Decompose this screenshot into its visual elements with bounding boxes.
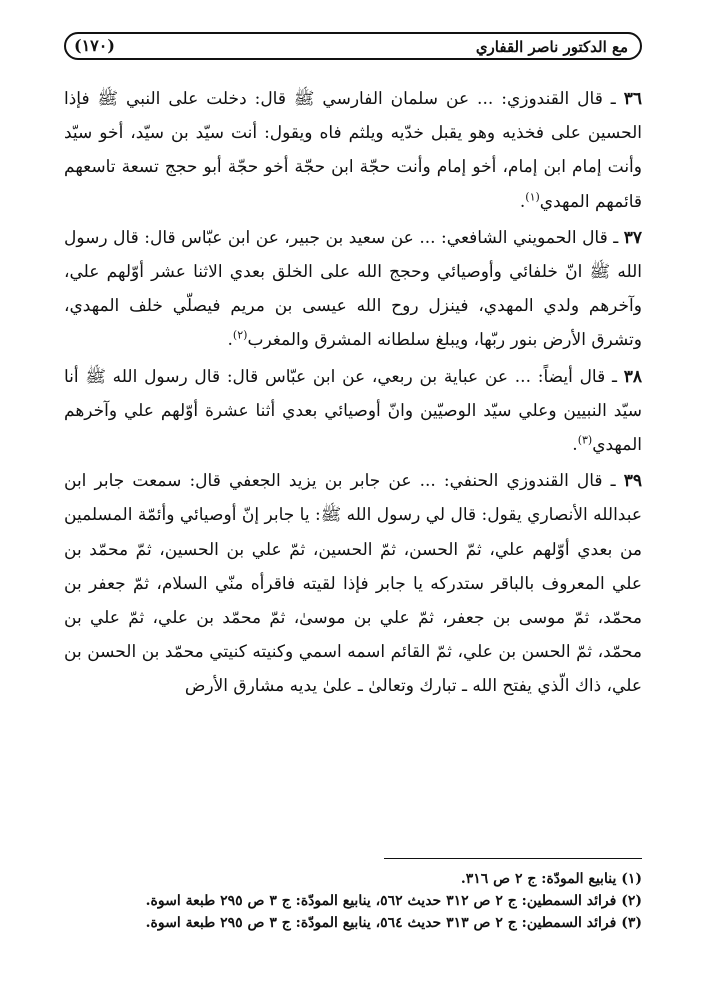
- page-header: [64, 32, 642, 60]
- footnote-ref: (٢): [232, 328, 248, 342]
- footnotes: [64, 868, 642, 934]
- paragraph-end: .: [227, 330, 233, 351]
- paragraph-36: [64, 82, 642, 219]
- footnote-2: (٢) فرائد السمطين: ج ٢ ص ٣١٢ حديث ٥٦٢، ينابيع المودّة: ج ٣ ص ٢٩٥ طبعة اسوة.: [145, 893, 642, 909]
- footnote-3: (٣) فرائد السمطين: ج ٢ ص ٣١٣ حديث ٥٦٤، ينابيع المودّة: ج ٣ ص ٢٩٥ طبعة اسوة.: [145, 915, 642, 931]
- footnote-divider: [384, 858, 642, 859]
- paragraph-number: ٣٨: [623, 366, 642, 387]
- running-title: مع الدكتور ناصر القفاري: [475, 38, 628, 56]
- paragraph-text: ـ قال القندوزي: ... عن سلمان الفارسي ﷺ قال: دخلت على النبي ﷺ فإذا الحسين على فخذيه وهو يقبل خدّيه ويلثم فاه ويقول: أنت سيّد بن سيّد، أخو سيّد وأنت إمام ابن إمام، أخو إمام وأنت حجّة ابن حجّة أخو حجّة أبو حجج تسعة تاسعهم قائمهم المهدي: [64, 89, 642, 212]
- paragraph-end: .: [572, 435, 578, 456]
- paragraph-number: ٣٧: [623, 227, 642, 248]
- footnote-1: (١) ينابيع المودّة: ج ٢ ص ٣١٦.: [460, 871, 642, 887]
- footnote-ref: (٣): [577, 433, 593, 447]
- footnote-ref: (١): [525, 189, 540, 203]
- paragraph-38: [64, 360, 642, 463]
- paragraph-text: ـ قال الحمويني الشافعي: ... عن سعيد بن جبير، عن ابن عبّاس قال: قال رسول الله ﷺ انّ خلفائي وأوصيائي وحجج الله على الخلق بعدي الاثنا عشر أوّلهم علي، وآخرهم ولدي المهدي، فينزل روح الله عيسى بن مريم فيصلّي خلف المهدي، وتشرق الأرض بنور ربّها، ويبلغ سلطانه المشرق والمغرب: [64, 227, 642, 351]
- paragraph-39: [64, 464, 642, 703]
- paragraph-text: ـ قال القندوزي الحنفي: ... عن جابر بن يزيد الجعفي قال: سمعت جابر ابن عبدالله الأنصاري يقول: قال لي رسول الله ﷺ: يا جابر إنّ أوصيائي وأئمّة المسلمين من بعدي أوّلهم علي، ثمّ الحسن، ثمّ الحسين، ثمّ علي بن الحسين، ثمّ محمّد بن علي المعروف بالباقر ستدركه يا جابر فإذا لقيته فاقرأه منّي السلام، ثمّ جعفر بن محمّد، ثمّ موسى بن جعفر، ثمّ علي بن موسىٰ، ثمّ محمّد بن علي، ثمّ علي بن محمّد، ثمّ الحسن بن علي، ثمّ القائم اسمه اسمي وكنيته كنيتي محمّد بن الحسن بن علي، ذاك الّذي يفتح الله ـ تبارك وتعالىٰ ـ علىٰ يديه مشارق الأرض: [64, 471, 642, 697]
- main-text: [64, 82, 642, 704]
- paragraph-number: ٣٩: [623, 471, 642, 492]
- paragraph-end: .: [519, 191, 526, 212]
- paragraph-37: [64, 221, 642, 358]
- paragraph-text: ـ قال أيضاً: ... عن عباية بن ربعي، عن ابن عبّاس قال: قال رسول الله ﷺ أنا سيّد النبيين وعلي سيّد الوصيّين وانّ أوصيائي بعدي أثنا عشرة أوّلهم علي وآخرهم المهدي: [64, 366, 642, 456]
- page-number: (١٧٠): [74, 36, 115, 55]
- paragraph-number: ٣٦: [623, 89, 642, 109]
